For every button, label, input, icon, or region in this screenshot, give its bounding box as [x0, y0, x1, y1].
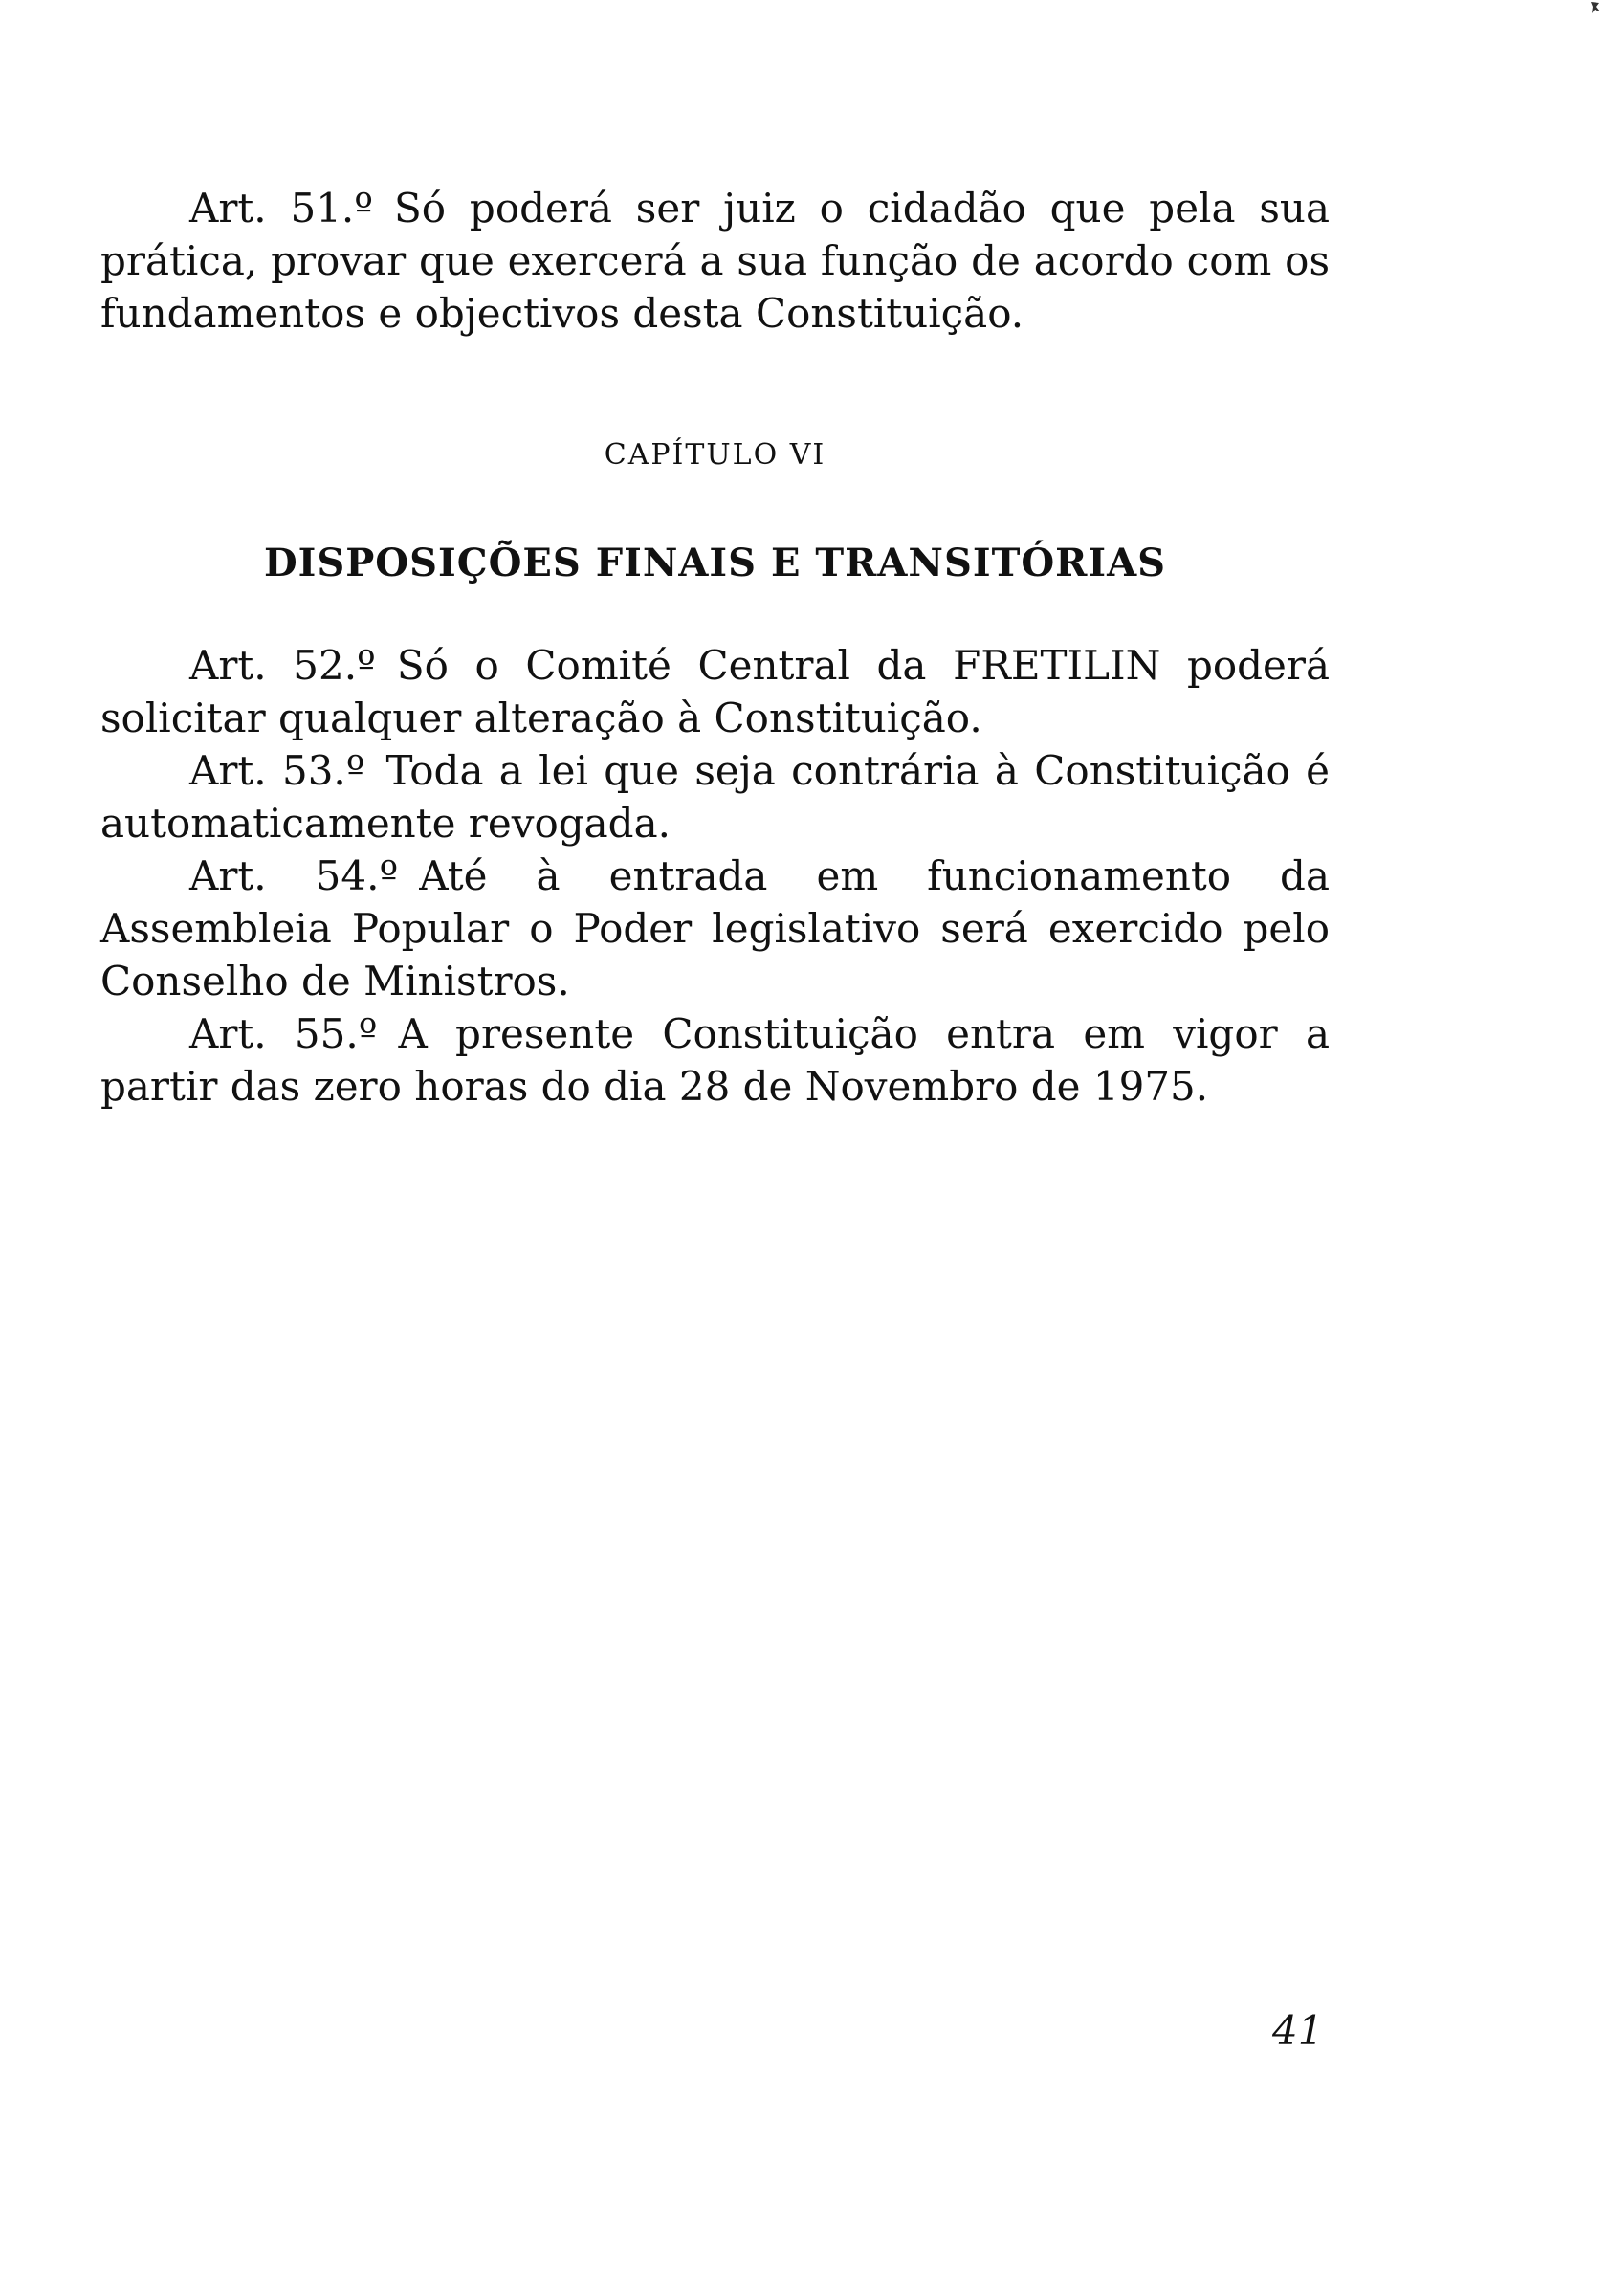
- scan-speck: [1590, 0, 1601, 13]
- page-number: 41: [1272, 2007, 1324, 2054]
- chapter-title: DISPOSIÇÕES FINAIS E TRANSITÓRIAS: [263, 541, 1167, 585]
- article-label: Art. 53.º: [189, 747, 365, 794]
- article-51-paragraph: [100, 182, 1330, 340]
- article-54-paragraph: [100, 850, 1330, 1007]
- article-text: Só o Comité Central da FRETILIN poderá solicitar qualquer alteração à Constituição.: [100, 642, 1331, 741]
- article-label: Art. 55.º: [189, 1010, 378, 1057]
- article-text: A presente Constituição entra em vigor a partir das zero horas do dia 28 de Novembro de 1975.: [100, 1010, 1330, 1110]
- chapter-number: CAPÍTULO VI: [604, 438, 826, 472]
- article-51: [100, 182, 1330, 340]
- article-52-paragraph: [100, 639, 1330, 744]
- article-text: Até à entrada em funcionamento da Assembleia Popular o Poder legislativo será exercido pelo Conselho de Ministros.: [100, 852, 1330, 1004]
- article-label: Art. 52.º: [189, 642, 376, 689]
- article-label: Art. 54.º: [189, 852, 399, 899]
- articles-list: [100, 639, 1330, 1113]
- article-text: Toda a lei que seja contrária à Constituição é automaticamente revogada.: [100, 747, 1330, 847]
- article-55-paragraph: [100, 1007, 1330, 1113]
- article-53-paragraph: [100, 744, 1330, 850]
- article-text: Só poderá ser juiz o cidadão que pela sua prática, provar que exercerá a sua função de acordo com os fundamentos e objectivos desta Constituição.: [100, 185, 1331, 337]
- article-label: Art. 51.º: [189, 185, 374, 232]
